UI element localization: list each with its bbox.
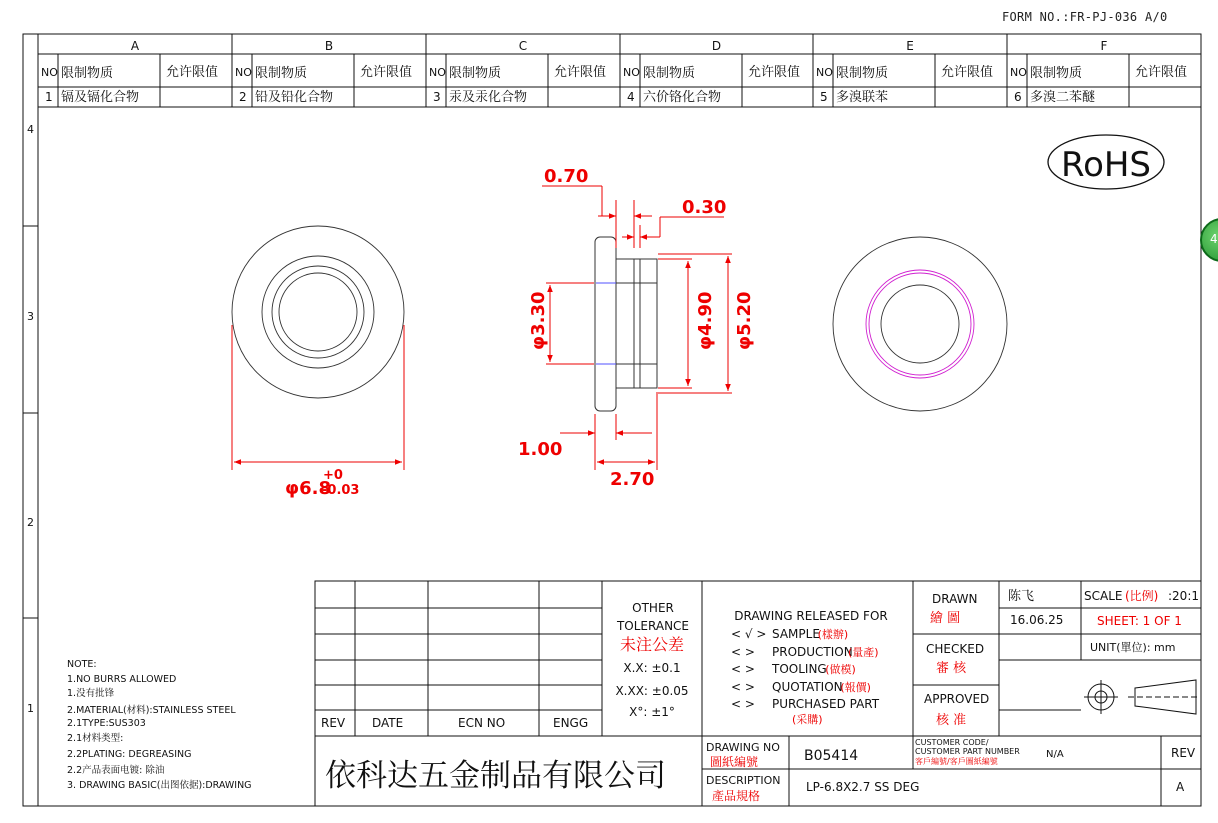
release-mark: < >: [731, 645, 755, 659]
restriction-substance-header: 限制物质: [643, 66, 696, 81]
release-label-cn: (樣辦): [817, 628, 849, 641]
outer-frame: [23, 34, 1201, 806]
restriction-no-header: NO: [429, 66, 446, 79]
release-mark: < >: [731, 662, 755, 676]
release-label: SAMPLE: [772, 627, 820, 641]
side-view: [595, 237, 657, 411]
note-line: 2.2产品表面电镀: 除油: [67, 765, 165, 776]
front-view: [232, 226, 404, 398]
release-label-cn: (量產): [848, 646, 879, 659]
tb-tolerance-cn: 未注公差: [619, 635, 685, 654]
dim-1-00: 1.00: [518, 439, 563, 460]
restriction-no: 3: [433, 90, 441, 104]
row-number: 3: [27, 310, 34, 323]
release-label: PURCHASED PART: [772, 697, 880, 711]
tb-rev-col: REV: [321, 716, 346, 730]
dim-4-90: φ4.90: [695, 291, 716, 350]
tb-drawing-no-cn: 圖紙編號: [710, 755, 759, 769]
tb-tol-3: X°: ±1°: [629, 705, 675, 719]
tb-customer-part: CUSTOMER PART NUMBER: [915, 747, 1020, 756]
restriction-limit-header: 允许限值: [554, 65, 607, 80]
restriction-no: 2: [239, 90, 247, 104]
row-number: 2: [27, 516, 34, 529]
tb-rev-label: REV: [1171, 746, 1196, 760]
dim-0-70: 0.70: [544, 166, 589, 187]
dim-3-30: φ3.30: [528, 291, 549, 350]
restriction-limit-header: 允许限值: [166, 65, 219, 80]
release-label-cn: (報價): [840, 681, 871, 694]
tb-customer-value: N/A: [1046, 749, 1064, 760]
row-number: 1: [27, 702, 34, 715]
restriction-substance: 多溴联苯: [836, 90, 889, 105]
tb-rev-value: A: [1176, 780, 1185, 794]
release-label-cn: (采購): [792, 713, 823, 726]
tb-engg-col: ENGG: [553, 716, 589, 730]
column-letter: B: [324, 39, 334, 53]
restriction-no: 1: [45, 90, 53, 104]
restriction-no: 5: [820, 90, 828, 104]
note-line: 2.1材料类型:: [67, 733, 124, 744]
note-line: NOTE:: [67, 659, 97, 670]
tb-description-cn: 產品規格: [712, 789, 761, 803]
release-label: PRODUCTION: [772, 645, 853, 659]
rohs-text: RoHS: [1060, 145, 1152, 185]
note-line: 3. DRAWING BASIC(出图依据):DRAWING: [67, 780, 252, 791]
tb-description: LP-6.8X2.7 SS DEG: [806, 780, 920, 794]
tb-drawn-date: 16.06.25: [1010, 613, 1064, 627]
projection-symbol: [1084, 680, 1200, 714]
tb-drawn-by: 陈飞: [1008, 589, 1035, 604]
tb-scale-cn: (比例): [1125, 589, 1159, 603]
restriction-substance-header: 限制物质: [449, 66, 502, 81]
restriction-no-header: NO: [1010, 66, 1027, 79]
tb-tolerance: TOLERANCE: [616, 619, 690, 633]
restriction-substance: 多溴二苯醚: [1030, 90, 1096, 105]
note-line: 2.MATERIAL(材料):STAINLESS STEEL: [67, 705, 236, 716]
tb-scale: SCALE: [1084, 589, 1123, 603]
tb-customer-code: CUSTOMER CODE/: [915, 738, 989, 747]
restriction-no: 4: [627, 90, 635, 104]
dim-6-8-tol-plus: +0: [323, 468, 343, 483]
note-line: 1.NO BURRS ALLOWED: [67, 674, 177, 685]
release-label: QUOTATION: [772, 680, 843, 694]
column-letter: C: [518, 39, 528, 53]
note-line: 2.2PLATING: DEGREASING: [67, 749, 192, 760]
tb-date-col: DATE: [372, 716, 404, 730]
dim-0-30: 0.30: [682, 197, 727, 218]
restriction-limit-header: 允许限值: [748, 65, 801, 80]
dim-6-8-tol-minus: -0.03: [322, 483, 360, 498]
dim-5-20: φ5.20: [734, 291, 755, 350]
side-badge-label: 4: [1210, 232, 1218, 246]
restriction-no-header: NO: [623, 66, 640, 79]
dim-6-8: φ6.8: [285, 478, 331, 499]
tb-company: 依科达五金制品有限公司: [325, 758, 666, 794]
rear-view: [833, 237, 1007, 411]
tb-checked: CHECKED: [926, 642, 985, 656]
column-letter: A: [130, 39, 140, 53]
restriction-substance-header: 限制物质: [61, 66, 114, 81]
release-mark: < √ >: [731, 627, 767, 641]
tb-released-for: DRAWING RELEASED FOR: [734, 609, 888, 623]
restriction-substance: 六价铬化合物: [643, 90, 722, 105]
column-letter: D: [711, 39, 722, 53]
restriction-substance: 铅及铅化合物: [255, 90, 334, 105]
dim-2-70: 2.70: [610, 469, 655, 490]
restriction-substance-header: 限制物质: [255, 66, 308, 81]
form-number: FORM NO.:FR-PJ-036 A/0: [1002, 10, 1168, 24]
tb-ecn-col: ECN NO: [458, 716, 506, 730]
tb-tol-1: X.X: ±0.1: [623, 661, 681, 675]
release-label: TOOLING: [772, 662, 827, 676]
restriction-limit-header: 允许限值: [941, 65, 994, 80]
row-number: 4: [27, 123, 34, 136]
tb-approved: APPROVED: [924, 692, 990, 706]
restriction-no: 6: [1014, 90, 1022, 104]
tb-drawn: DRAWN: [932, 592, 978, 606]
tb-customer-cn: 客戶編號/客戶圖紙編號: [915, 757, 998, 766]
tb-drawn-cn: 繪 圖: [930, 611, 961, 626]
tb-checked-cn: 審 核: [936, 661, 967, 676]
column-letter: E: [906, 39, 914, 53]
release-mark: < >: [731, 697, 755, 711]
restriction-no-header: NO: [235, 66, 252, 79]
tb-approved-cn: 核 准: [936, 713, 967, 728]
tb-sheet: SHEET: 1 OF 1: [1097, 614, 1182, 628]
column-letter: F: [1100, 39, 1108, 53]
note-line: 2.1TYPE:SUS303: [67, 718, 146, 729]
release-mark: < >: [731, 680, 755, 694]
restriction-no-header: NO: [41, 66, 58, 79]
tb-unit: UNIT(單位): mm: [1090, 641, 1176, 654]
tb-description-label: DESCRIPTION: [706, 774, 781, 787]
restriction-limit-header: 允许限值: [360, 65, 413, 80]
tb-other: OTHER: [632, 601, 674, 615]
tb-drawing-no-label: DRAWING NO: [706, 741, 780, 754]
tb-tol-2: X.XX: ±0.05: [615, 684, 689, 698]
tb-scale-value: :20:1: [1168, 589, 1199, 603]
restriction-no-header: NO: [816, 66, 833, 79]
restriction-substance: 汞及汞化合物: [449, 90, 528, 105]
restriction-substance-header: 限制物质: [836, 66, 889, 81]
tb-drawing-no: B05414: [804, 748, 859, 764]
restriction-substance: 镉及镉化合物: [61, 90, 140, 105]
restriction-limit-header: 允许限值: [1135, 65, 1188, 80]
note-line: 1.没有批锋: [67, 688, 115, 699]
restriction-substance-header: 限制物质: [1030, 66, 1083, 81]
release-label-cn: (做模): [825, 663, 856, 676]
